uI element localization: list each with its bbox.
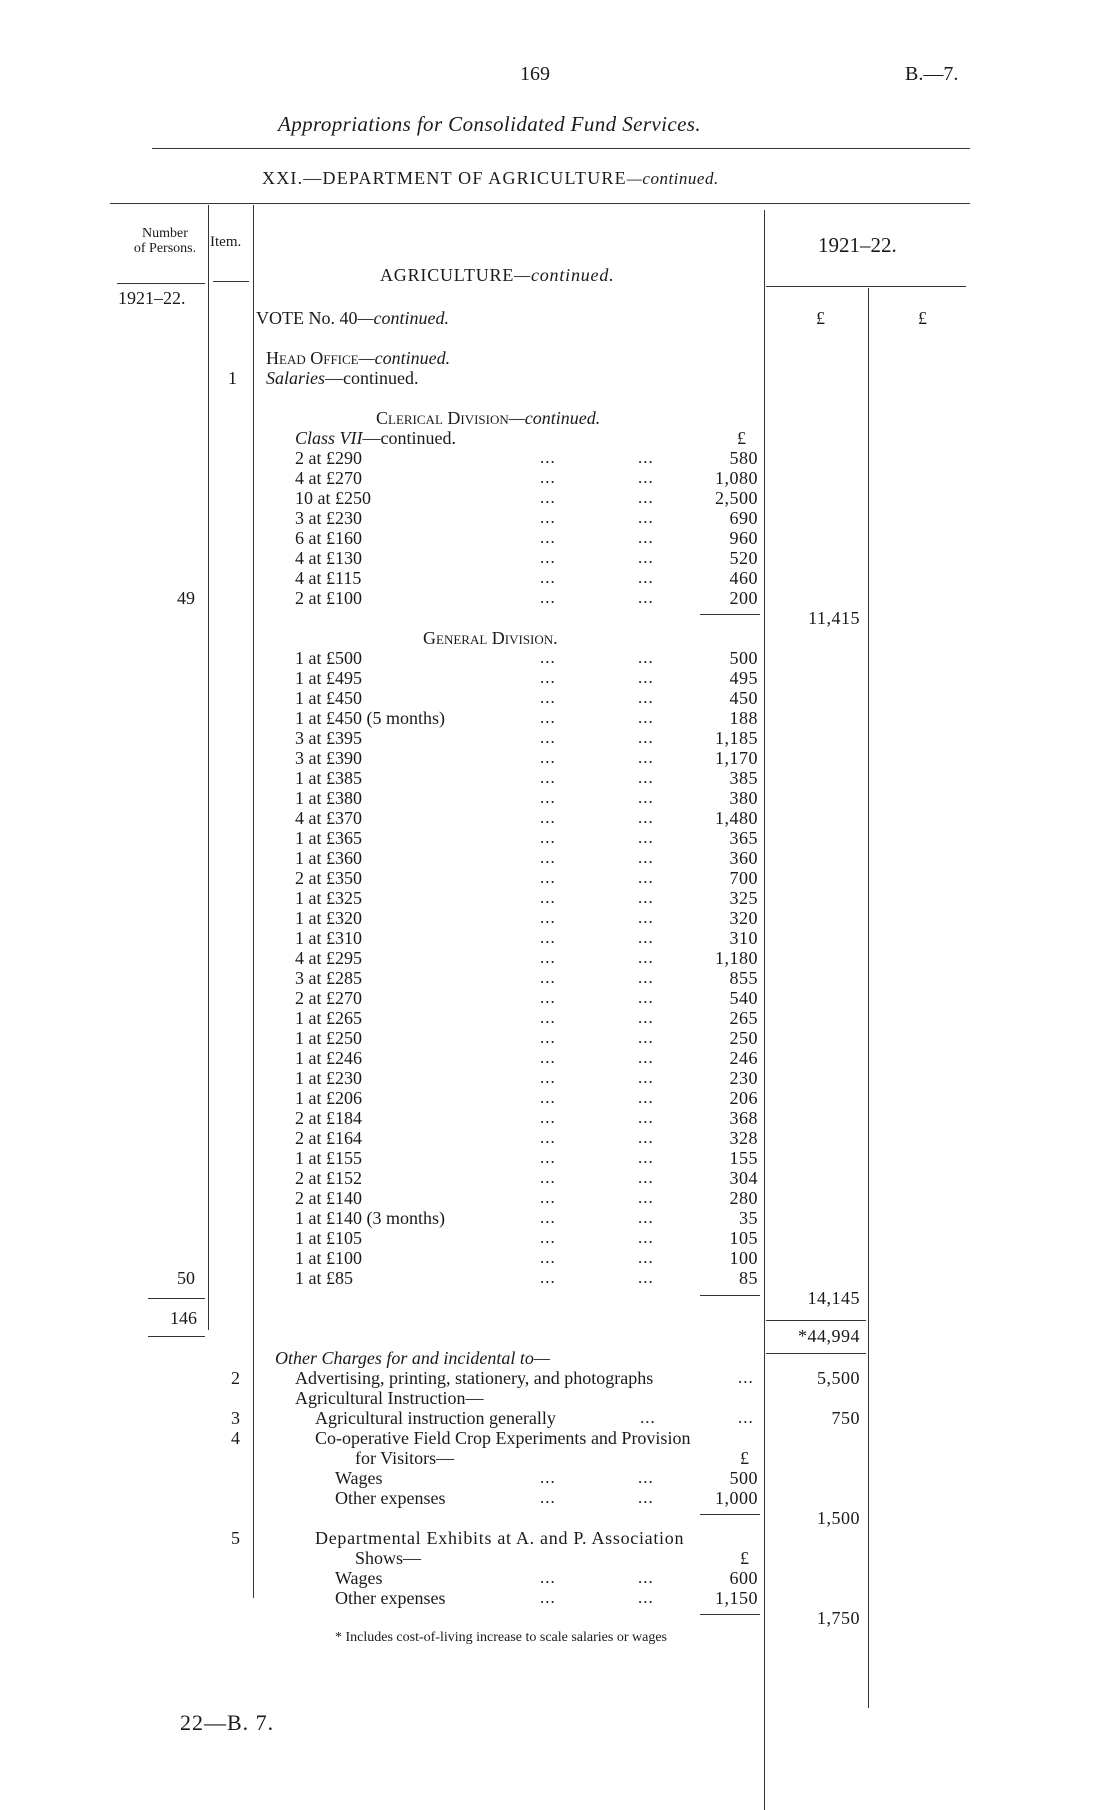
general-row-amount: 250 — [729, 1028, 758, 1048]
general-row-amount: 1,185 — [715, 728, 758, 748]
exhibits-label-line1: Departmental Exhibits at A. and P. Association — [315, 1528, 685, 1548]
clerical-subtotal: 11,415 — [808, 608, 860, 628]
coop-item-number: 4 — [231, 1428, 240, 1448]
clerical-row-amount: 200 — [729, 588, 758, 608]
general-row-dots: ... — [540, 908, 556, 927]
clerical-row-amount: 2,500 — [715, 488, 758, 508]
general-row-dots: ... — [540, 788, 556, 807]
general-row-dots: ... — [540, 868, 556, 887]
general-row-amount: 280 — [729, 1188, 758, 1208]
general-row-dots: ... — [540, 1068, 556, 1087]
general-row-dots: ... — [540, 808, 556, 827]
general-row-dots: ... — [540, 708, 556, 727]
general-row-dots: ... — [540, 948, 556, 967]
general-row-dots: ... — [540, 1108, 556, 1127]
clerical-row-dots: ... — [638, 448, 654, 467]
general-row-label: 4 at £370 — [295, 808, 362, 828]
general-row-amount: 540 — [729, 988, 758, 1008]
clerical-row-dots: ... — [638, 488, 654, 507]
general-row-dots: ... — [540, 1248, 556, 1267]
clerical-row-label: 4 at £115 — [295, 568, 362, 588]
general-row-label: 1 at £140 (3 months) — [295, 1208, 445, 1228]
general-row-label: 1 at £85 — [295, 1268, 353, 1288]
clerical-row-label: 4 at £130 — [295, 548, 362, 568]
salaries-item-number: 1 — [228, 368, 237, 388]
agri-general-dots-1: ... — [640, 1408, 656, 1427]
general-row-label: 2 at £152 — [295, 1168, 362, 1188]
clerical-row-dots: ... — [638, 568, 654, 587]
general-row-amount: 700 — [729, 868, 758, 888]
coop-other-dots-1: ... — [540, 1488, 556, 1507]
coop-pound-sign: £ — [740, 1448, 749, 1468]
clerical-row-amount: 460 — [729, 568, 758, 588]
agri-general-label: Agricultural instruction generally — [315, 1408, 556, 1428]
general-row-amount: 380 — [729, 788, 758, 808]
general-row-label: 1 at £206 — [295, 1088, 362, 1108]
general-row-amount: 1,480 — [715, 808, 758, 828]
general-row-amount: 365 — [729, 828, 758, 848]
general-row-dots: ... — [638, 928, 654, 947]
general-row-dots: ... — [638, 668, 654, 687]
coop-label-line2: for Visitors— — [355, 1448, 455, 1468]
general-row-dots: ... — [540, 1168, 556, 1187]
general-row-dots: ... — [540, 848, 556, 867]
clerical-row-dots: ... — [638, 528, 654, 547]
general-row-label: 1 at £265 — [295, 1008, 362, 1028]
general-row-dots: ... — [540, 1088, 556, 1107]
title-rule — [152, 148, 970, 149]
exhibits-wages-label: Wages — [335, 1568, 383, 1588]
department-heading: XXI.—DEPARTMENT OF AGRICULTURE—continued. — [262, 168, 719, 188]
vote-heading: VOTE No. 40—continued. — [256, 308, 449, 328]
exhibits-other-dots-1: ... — [540, 1588, 556, 1607]
general-row-dots: ... — [638, 1068, 654, 1087]
general-row-label: 3 at £285 — [295, 968, 362, 988]
clerical-row-dots: ... — [540, 568, 556, 587]
clerical-row-label: 6 at £160 — [295, 528, 362, 548]
persons-column-divider — [208, 205, 209, 1330]
general-row-dots: ... — [638, 1208, 654, 1227]
general-row-dots: ... — [638, 688, 654, 707]
page-title: Appropriations for Consolidated Fund Services. — [278, 112, 702, 136]
grand-total: *44,994 — [798, 1326, 860, 1346]
head-office-heading: Head Office—continued. — [266, 348, 451, 368]
agri-general-item-number: 3 — [231, 1408, 240, 1428]
coop-wages-amount: 500 — [729, 1468, 758, 1488]
general-row-label: 1 at £100 — [295, 1248, 362, 1268]
coop-sum-rule — [700, 1514, 760, 1515]
general-row-dots: ... — [540, 1188, 556, 1207]
general-sum-rule — [700, 1295, 760, 1296]
general-row-dots: ... — [540, 968, 556, 987]
general-row-amount: 855 — [729, 968, 758, 988]
general-row-label: 3 at £390 — [295, 748, 362, 768]
exhibits-total: 1,750 — [817, 1608, 860, 1628]
general-row-amount: 105 — [729, 1228, 758, 1248]
footnote: * Includes cost-of-living increase to scale salaries or wages — [335, 1630, 667, 1645]
clerical-row-dots: ... — [638, 508, 654, 527]
general-row-dots: ... — [540, 768, 556, 787]
general-row-amount: 320 — [729, 908, 758, 928]
general-row-amount: 230 — [729, 1068, 758, 1088]
general-row-amount: 246 — [729, 1048, 758, 1068]
agricultural-instruction-heading: Agricultural Instruction— — [295, 1388, 484, 1408]
general-row-label: 2 at £164 — [295, 1128, 362, 1148]
pound-column-b: £ — [918, 308, 927, 328]
item-column-header: Item. — [210, 234, 242, 250]
general-row-amount: 495 — [729, 668, 758, 688]
general-row-dots: ... — [638, 1248, 654, 1267]
general-row-dots: ... — [540, 748, 556, 767]
general-row-amount: 500 — [729, 648, 758, 668]
general-row-amount: 360 — [729, 848, 758, 868]
general-row-label: 1 at £385 — [295, 768, 362, 788]
exhibits-item-number: 5 — [231, 1528, 240, 1548]
advertising-item-number: 2 — [231, 1368, 240, 1388]
table-top-rule — [110, 203, 970, 204]
general-row-amount: 1,170 — [715, 748, 758, 768]
general-row-dots: ... — [638, 1228, 654, 1247]
general-row-dots: ... — [638, 1168, 654, 1187]
clerical-row-dots: ... — [638, 548, 654, 567]
persons-year: 1921–22. — [118, 288, 186, 308]
exhibits-wages-amount: 600 — [729, 1568, 758, 1588]
clerical-row-amount: 580 — [729, 448, 758, 468]
clerical-pound-sign: £ — [737, 428, 746, 448]
coop-other-dots-2: ... — [638, 1488, 654, 1507]
general-row-amount: 328 — [729, 1128, 758, 1148]
clerical-row-dots: ... — [540, 528, 556, 547]
general-row-dots: ... — [540, 1028, 556, 1047]
general-row-label: 1 at £360 — [295, 848, 362, 868]
advertising-label: Advertising, printing, stationery, and photographs — [295, 1368, 654, 1388]
general-row-label: 1 at £500 — [295, 648, 362, 668]
general-row-dots: ... — [540, 1128, 556, 1147]
clerical-row-label: 3 at £230 — [295, 508, 362, 528]
clerical-row-amount: 960 — [729, 528, 758, 548]
general-row-amount: 385 — [729, 768, 758, 788]
general-row-label: 2 at £184 — [295, 1108, 362, 1128]
general-row-label: 1 at £450 (5 months) — [295, 708, 445, 728]
clerical-row-amount: 520 — [729, 548, 758, 568]
clerical-row-label: 2 at £100 — [295, 588, 362, 608]
total-persons: 146 — [170, 1308, 197, 1328]
general-row-dots: ... — [638, 988, 654, 1007]
general-row-dots: ... — [638, 1008, 654, 1027]
clerical-row-label: 4 at £270 — [295, 468, 362, 488]
persons-total-underline — [148, 1336, 205, 1337]
general-row-dots: ... — [638, 1108, 654, 1127]
signature-mark: 22—B. 7. — [180, 1710, 275, 1735]
general-row-amount: 155 — [729, 1148, 758, 1168]
general-row-dots: ... — [638, 848, 654, 867]
general-row-label: 4 at £295 — [295, 948, 362, 968]
agri-general-dots-2: ... — [738, 1408, 754, 1427]
clerical-row-dots: ... — [540, 448, 556, 467]
general-row-dots: ... — [540, 1148, 556, 1167]
general-row-dots: ... — [638, 1188, 654, 1207]
general-row-dots: ... — [540, 1008, 556, 1027]
amount-column-divider — [764, 210, 765, 1810]
clerical-row-amount: 690 — [729, 508, 758, 528]
general-row-label: 1 at £495 — [295, 668, 362, 688]
general-row-dots: ... — [638, 888, 654, 907]
salaries-heading: Salaries—continued. — [266, 368, 419, 388]
general-row-dots: ... — [540, 888, 556, 907]
exhibits-label-line2: Shows— — [355, 1548, 422, 1568]
general-row-amount: 368 — [729, 1108, 758, 1128]
clerical-row-label: 10 at £250 — [295, 488, 371, 508]
general-row-dots: ... — [540, 1228, 556, 1247]
advertising-dots: ... — [738, 1368, 754, 1387]
general-row-amount: 85 — [739, 1268, 758, 1288]
item-header-rule — [213, 281, 249, 282]
general-row-dots: ... — [638, 1028, 654, 1047]
general-row-dots: ... — [638, 648, 654, 667]
persons-total-rule — [148, 1298, 205, 1299]
exhibits-wages-dots-1: ... — [540, 1568, 556, 1587]
other-charges-heading: Other Charges for and incidental to— — [275, 1348, 550, 1368]
general-persons: 50 — [177, 1268, 195, 1288]
general-row-label: 1 at £105 — [295, 1228, 362, 1248]
general-row-label: 1 at £450 — [295, 688, 362, 708]
clerical-row-label: 2 at £290 — [295, 448, 362, 468]
coop-other-amount: 1,000 — [715, 1488, 758, 1508]
general-row-label: 2 at £140 — [295, 1188, 362, 1208]
coop-wages-dots-2: ... — [638, 1468, 654, 1487]
general-row-dots: ... — [638, 1128, 654, 1147]
general-row-label: 1 at £320 — [295, 908, 362, 928]
clerical-row-dots: ... — [540, 468, 556, 487]
general-row-dots: ... — [638, 808, 654, 827]
clerical-row-amount: 1,080 — [715, 468, 758, 488]
general-row-dots: ... — [540, 728, 556, 747]
general-row-dots: ... — [638, 748, 654, 767]
clerical-row-dots: ... — [540, 508, 556, 527]
general-row-label: 2 at £270 — [295, 988, 362, 1008]
general-subtotal: 14,145 — [807, 1288, 860, 1308]
general-row-amount: 35 — [739, 1208, 758, 1228]
year-column-header: 1921–22. — [818, 233, 897, 257]
coop-label-line1: Co-operative Field Crop Experiments and Provision — [315, 1428, 691, 1448]
persons-column-header: Number of Persons. — [133, 226, 197, 256]
coop-total: 1,500 — [817, 1508, 860, 1528]
pound-column-a: £ — [816, 308, 825, 328]
general-row-dots: ... — [540, 688, 556, 707]
class-vii-heading: Class VII—continued. — [295, 428, 456, 448]
general-row-amount: 100 — [729, 1248, 758, 1268]
general-row-label: 1 at £230 — [295, 1068, 362, 1088]
exhibits-wages-dots-2: ... — [638, 1568, 654, 1587]
general-row-dots: ... — [540, 928, 556, 947]
clerical-division-heading: Clerical Division—continued. — [376, 408, 601, 428]
general-row-dots: ... — [540, 648, 556, 667]
general-row-amount: 206 — [729, 1088, 758, 1108]
general-row-label: 3 at £395 — [295, 728, 362, 748]
general-row-dots: ... — [638, 868, 654, 887]
clerical-row-dots: ... — [638, 588, 654, 607]
general-row-label: 1 at £380 — [295, 788, 362, 808]
general-row-amount: 265 — [729, 1008, 758, 1028]
general-row-dots: ... — [638, 908, 654, 927]
general-row-dots: ... — [540, 1268, 556, 1287]
clerical-row-dots: ... — [540, 488, 556, 507]
general-row-label: 2 at £350 — [295, 868, 362, 888]
clerical-sum-rule — [700, 614, 760, 615]
year-header-rule — [766, 286, 966, 287]
general-row-dots: ... — [540, 668, 556, 687]
exhibits-pound-sign: £ — [740, 1548, 749, 1568]
general-row-amount: 304 — [729, 1168, 758, 1188]
clerical-row-dots: ... — [540, 588, 556, 607]
advertising-amount: 5,500 — [817, 1368, 860, 1388]
general-row-label: 1 at £325 — [295, 888, 362, 908]
general-row-amount: 1,180 — [715, 948, 758, 968]
general-row-label: 1 at £250 — [295, 1028, 362, 1048]
general-row-dots: ... — [638, 968, 654, 987]
page-number: 169 — [520, 63, 550, 85]
clerical-row-dots: ... — [540, 548, 556, 567]
total-column-divider — [868, 288, 869, 1708]
general-row-label: 1 at £310 — [295, 928, 362, 948]
general-row-dots: ... — [638, 1148, 654, 1167]
general-row-label: 1 at £246 — [295, 1048, 362, 1068]
coop-wages-dots-1: ... — [540, 1468, 556, 1487]
general-row-dots: ... — [638, 708, 654, 727]
general-row-amount: 188 — [729, 708, 758, 728]
agri-general-amount: 750 — [831, 1408, 860, 1428]
clerical-persons: 49 — [177, 588, 195, 608]
general-row-dots: ... — [638, 828, 654, 847]
exhibits-sum-rule — [700, 1614, 760, 1615]
general-row-dots: ... — [638, 948, 654, 967]
grand-total-underline — [766, 1353, 866, 1354]
general-row-dots: ... — [638, 768, 654, 787]
general-row-dots: ... — [638, 788, 654, 807]
general-row-dots: ... — [638, 1088, 654, 1107]
general-division-heading: General Division. — [423, 628, 558, 648]
item-column-divider — [253, 205, 254, 1598]
general-row-dots: ... — [540, 988, 556, 1007]
general-row-label: 1 at £155 — [295, 1148, 362, 1168]
general-row-dots: ... — [540, 1208, 556, 1227]
general-row-dots: ... — [638, 1048, 654, 1067]
general-row-amount: 310 — [729, 928, 758, 948]
document-reference: B.—7. — [905, 63, 959, 85]
exhibits-other-amount: 1,150 — [715, 1588, 758, 1608]
general-row-dots: ... — [540, 1048, 556, 1067]
general-row-dots: ... — [638, 728, 654, 747]
grand-total-rule — [766, 1320, 866, 1321]
general-row-amount: 450 — [729, 688, 758, 708]
persons-header-rule — [117, 283, 205, 284]
general-row-label: 1 at £365 — [295, 828, 362, 848]
section-heading: AGRICULTURE—continued. — [380, 265, 615, 285]
general-row-dots: ... — [540, 828, 556, 847]
general-row-dots: ... — [638, 1268, 654, 1287]
clerical-row-dots: ... — [638, 468, 654, 487]
coop-other-label: Other expenses — [335, 1488, 446, 1508]
general-row-amount: 325 — [729, 888, 758, 908]
exhibits-other-dots-2: ... — [638, 1588, 654, 1607]
exhibits-other-label: Other expenses — [335, 1588, 446, 1608]
coop-wages-label: Wages — [335, 1468, 383, 1488]
